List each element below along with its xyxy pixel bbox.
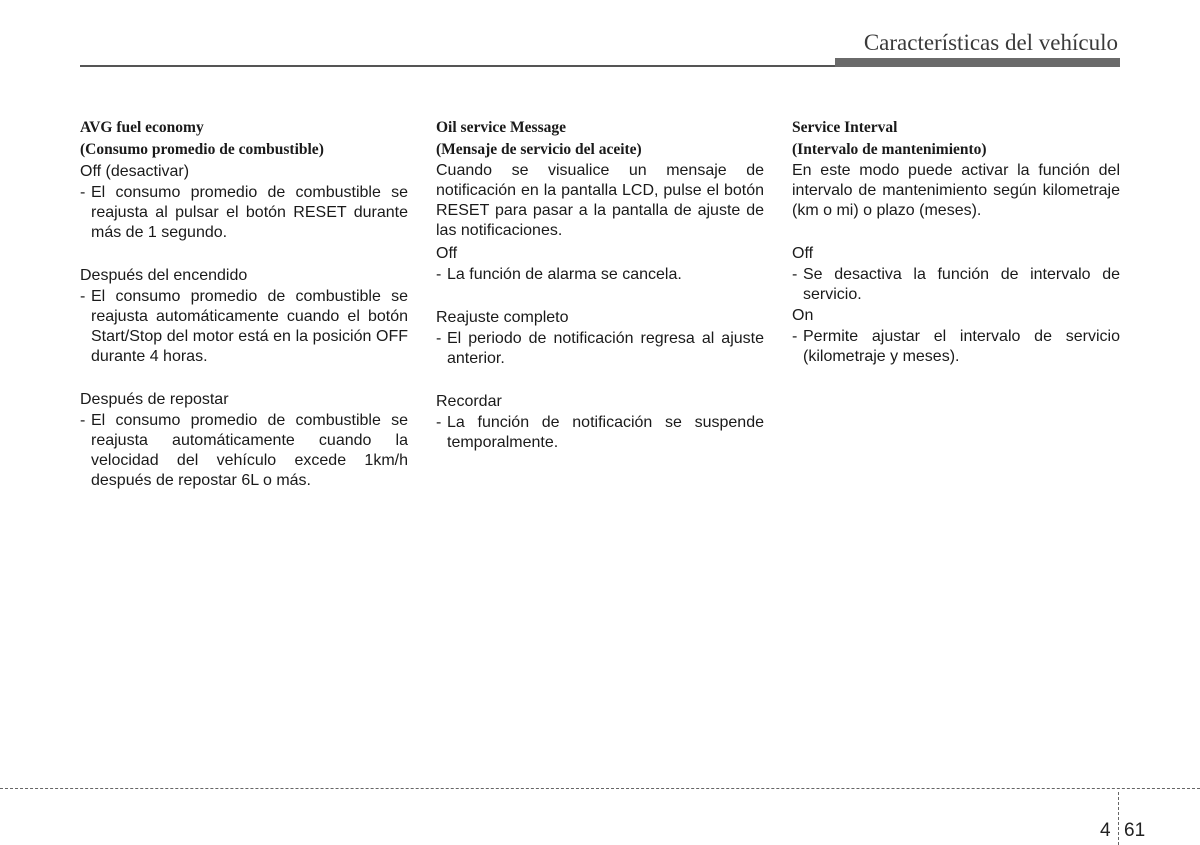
option-label: Off: [436, 245, 458, 262]
column-service-interval: [792, 117, 1120, 367]
intro-paragraph: En este modo puede activar la función del intervalo de mantenimiento según kilometraje (km o mi) o plazo (meses).: [792, 162, 1120, 219]
section-heading: AVG fuel economy: [80, 119, 204, 136]
bullet-dash: -: [80, 412, 86, 429]
bullet-dash: -: [436, 266, 442, 283]
bullet-dash: -: [792, 328, 798, 345]
bullet-dash: -: [80, 184, 86, 201]
list-item-text: La función de notificación se suspende temporalmente.: [447, 414, 764, 451]
list-item: [80, 411, 408, 491]
bullet-dash: -: [80, 288, 86, 305]
header-rule: [80, 65, 836, 67]
list-item-text: El consumo promedio de combustible se reajusta al pulsar el botón RESET durante más de 1 segundo.: [91, 184, 408, 241]
bullet-dash: -: [436, 414, 442, 431]
option-label: Reajuste completo: [436, 309, 569, 326]
list-item: [80, 287, 408, 367]
list-item-text: El consumo promedio de combustible se reajusta automáticamente cuando el botón Start/Stop del motor está en la posición OFF durante 4 horas.: [91, 288, 408, 365]
option-label: On: [792, 307, 814, 324]
page-header-title: Características del vehículo: [863, 30, 1118, 55]
footer-divider: [0, 788, 1200, 789]
list-item: [792, 327, 1120, 367]
column-avg-fuel-economy: [80, 117, 408, 491]
section-heading: Service Interval: [792, 119, 898, 136]
chapter-number: 4: [1100, 820, 1111, 841]
option-label: Off: [792, 245, 814, 262]
page-number: 61: [1124, 820, 1146, 841]
list-item-text: Permite ajustar el intervalo de servicio (kilometraje y meses).: [803, 328, 1120, 365]
list-item: [792, 265, 1120, 305]
list-item-text: El consumo promedio de combustible se reajusta automáticamente cuando la velocidad del vehículo excede 1km/h después de repostar 6L o más.: [91, 412, 408, 489]
page-number-divider: [1118, 792, 1119, 845]
bullet-dash: -: [436, 330, 442, 347]
column-oil-service-message: [436, 117, 764, 453]
list-item: [436, 265, 764, 285]
bullet-dash: -: [792, 266, 798, 283]
option-label: Recordar: [436, 393, 502, 410]
section-heading: Oil service Message: [436, 119, 566, 136]
section-subheading: (Mensaje de servicio del aceite): [436, 141, 642, 158]
section-subheading: (Consumo promedio de combustible): [80, 141, 324, 158]
list-item-text: El periodo de notificación regresa al ajuste anterior.: [447, 330, 764, 367]
list-item-text: Se desactiva la función de intervalo de servicio.: [803, 266, 1120, 303]
list-item: [436, 329, 764, 369]
list-item: [80, 183, 408, 243]
header-rule-accent: [835, 58, 1120, 67]
intro-paragraph: Cuando se visualice un mensaje de notificación en la pantalla LCD, pulse el botón RESET para pasar a la pantalla de ajuste de las notificaciones.: [436, 162, 764, 239]
section-subheading: (Intervalo de mantenimiento): [792, 141, 987, 158]
list-item: [436, 413, 764, 453]
option-label: Off (desactivar): [80, 163, 190, 180]
list-item-text: La función de alarma se cancela.: [447, 266, 682, 283]
option-label: Después del encendido: [80, 267, 248, 284]
option-label: Después de repostar: [80, 391, 229, 408]
